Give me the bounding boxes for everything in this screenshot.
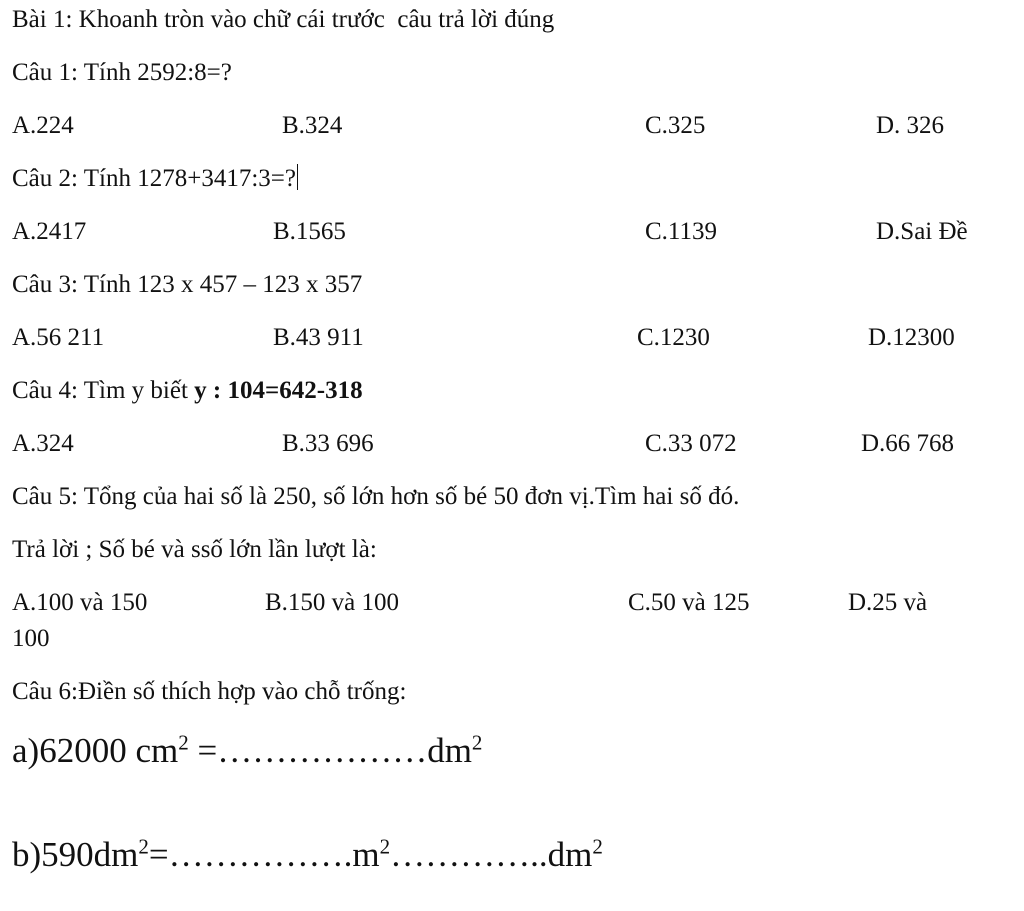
q3-option-a: A.56 211: [12, 324, 105, 351]
question-6: Câu 6:Điền số thích hợp vào chỗ trống:: [12, 678, 407, 705]
question-5-answer-prompt: Trả lời ; Số bé và ssố lớn lần lượt là:: [12, 536, 377, 563]
question-4-equation: y : 104=642-318: [194, 377, 363, 404]
q6b-blank-2: …………..dm: [390, 835, 593, 874]
q2-option-a: A.2417: [12, 218, 87, 245]
q2-option-c: C.1139: [645, 218, 717, 245]
q5-option-b: B.150 và 100: [265, 589, 400, 616]
q4-option-a: A.324: [12, 430, 74, 457]
exercise-title: Bài 1: Khoanh tròn vào chữ cái trước câu trả lời đúng: [12, 6, 555, 33]
question-4: [12, 376, 363, 406]
q4-option-c: C.33 072: [645, 430, 737, 457]
q5-option-a: A.100 và 150: [12, 589, 148, 616]
q5-option-c: C.50 và 125: [628, 589, 750, 616]
q3-option-c: C.1230: [637, 324, 710, 351]
q1-option-a: A.224: [12, 112, 74, 139]
q1-option-d: D. 326: [876, 112, 945, 139]
q6-part-a: [12, 731, 482, 771]
question-3: Câu 3: Tính 123 x 457 – 123 x 357: [12, 271, 363, 298]
q1-option-c: C.325: [645, 112, 706, 139]
q2-option-b: B.1565: [273, 218, 346, 245]
question-2: [12, 164, 298, 194]
q6a-prefix: a)62000 cm: [12, 731, 179, 770]
q3-option-d: D.12300: [868, 324, 955, 351]
q6-part-b: [12, 835, 603, 875]
question-2-text: Câu 2: Tính 1278+3417:3=?: [12, 165, 296, 192]
q1-option-b: B.324: [282, 112, 343, 139]
q6a-sup-2: 2: [471, 730, 483, 755]
q6b-sup-2: 2: [379, 834, 391, 859]
q4-option-b: B.33 696: [282, 430, 374, 457]
q6a-blank: =………………dm: [188, 731, 472, 770]
text-cursor: [297, 164, 298, 190]
q6b-sup-1: 2: [138, 834, 149, 859]
question-5: Câu 5: Tổng của hai số là 250, số lớn hơn số bé 50 đơn vị.Tìm hai số đó.: [12, 483, 740, 510]
q6a-sup-1: 2: [178, 730, 189, 755]
q6b-sup-3: 2: [592, 834, 603, 859]
q3-option-b: B.43 911: [273, 324, 364, 351]
question-1: Câu 1: Tính 2592:8=?: [12, 59, 232, 86]
q2-option-d: D.Sai Đề: [876, 218, 968, 245]
q6b-prefix: b)590dm: [12, 835, 139, 874]
question-4-prefix: Câu 4: Tìm y biết: [12, 377, 195, 404]
q4-option-d: D.66 768: [861, 430, 955, 457]
q6b-blank-1: =…………….m: [148, 835, 380, 874]
q5-option-d: D.25 và: [848, 589, 928, 616]
q5-option-d-wrap: 100: [12, 625, 50, 652]
